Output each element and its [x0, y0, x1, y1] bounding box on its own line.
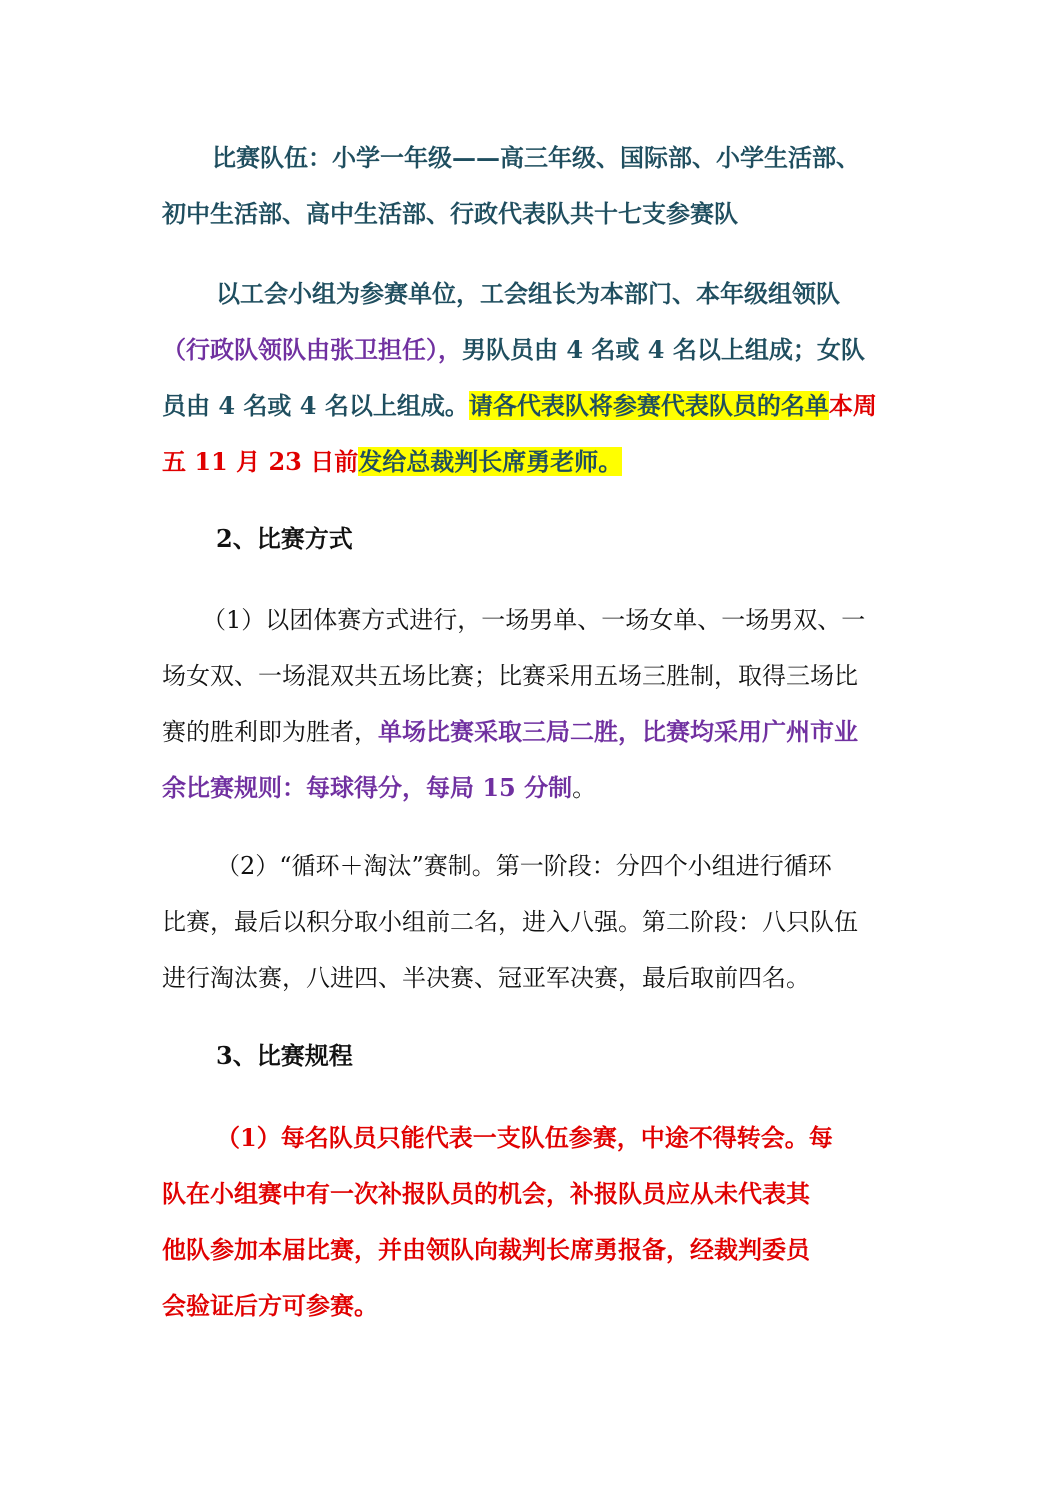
format-p2-line-3: 进行淘汰赛，八进四、半决赛、冠亚军决赛，最后取前四名。: [162, 964, 810, 992]
format-p1-line-2: 场女双、一场混双共五场比赛；比赛采用五场三胜制，取得三场比: [162, 662, 858, 690]
winner-rule-text: 赛的胜利即为胜者，: [162, 718, 378, 746]
leader-note: （行政队领队由张卫担任），: [162, 335, 462, 364]
units-line-3: [162, 378, 892, 434]
rules-line-3: 他队参加本届比赛，并由领队向裁判长席勇报备，经裁判委员: [162, 1235, 810, 1264]
teams-line-2: 初中生活部、高中生活部、行政代表队共十七支参赛队: [162, 199, 738, 228]
roster-size-text: 男队员由 4 名或 4 名以上组成；女队: [462, 335, 865, 364]
deadline-text: 本周: [828, 391, 877, 420]
units-line-2: [162, 322, 892, 378]
roster-size-text-cont: 员由 4 名或 4 名以上组成。: [162, 391, 469, 420]
format-p1-line-1: （1）以团体赛方式进行，一场男单、一场女单、一场男双、一: [202, 606, 866, 634]
section-2-heading: 2、比赛方式: [216, 524, 353, 553]
teams-line-1: 比赛队伍：小学一年级——高三年级、国际部、小学生活部、: [212, 143, 860, 172]
format-p2-line-1: （2）“循环＋淘汰”赛制。第一阶段：分四个小组进行循环: [216, 852, 832, 880]
submission-instruction: 请各代表队将参赛代表队员的名单: [468, 391, 829, 420]
section-3-heading: 3、比赛规程: [216, 1041, 353, 1070]
submission-recipient: 发给总裁判长席勇老师。: [358, 447, 623, 476]
scoring-rule: 余比赛规则：每球得分，每局 15 分制: [162, 773, 573, 802]
format-p1-line-3: [162, 704, 892, 760]
format-p1-line-4: [162, 760, 892, 816]
scoring-rule-end: 。: [572, 774, 597, 802]
rules-line-2: 队在小组赛中有一次补报队员的机会，补报队员应从未代表其: [162, 1179, 810, 1208]
format-p2-line-2: 比赛，最后以积分取小组前二名，进入八强。第二阶段：八只队伍: [162, 908, 858, 936]
single-match-rule: 单场比赛采取三局二胜，比赛均采用广州市业: [378, 717, 858, 746]
rules-line-4: 会验证后方可参赛。: [162, 1291, 378, 1320]
units-line-4: [162, 434, 892, 490]
deadline-date: 五 11 月 23 日前: [162, 447, 359, 476]
units-line-1: 以工会小组为参赛单位，工会组长为本部门、本年级组领队: [216, 279, 840, 308]
rules-line-1: （1）每名队员只能代表一支队伍参赛，中途不得转会。每: [216, 1123, 833, 1152]
